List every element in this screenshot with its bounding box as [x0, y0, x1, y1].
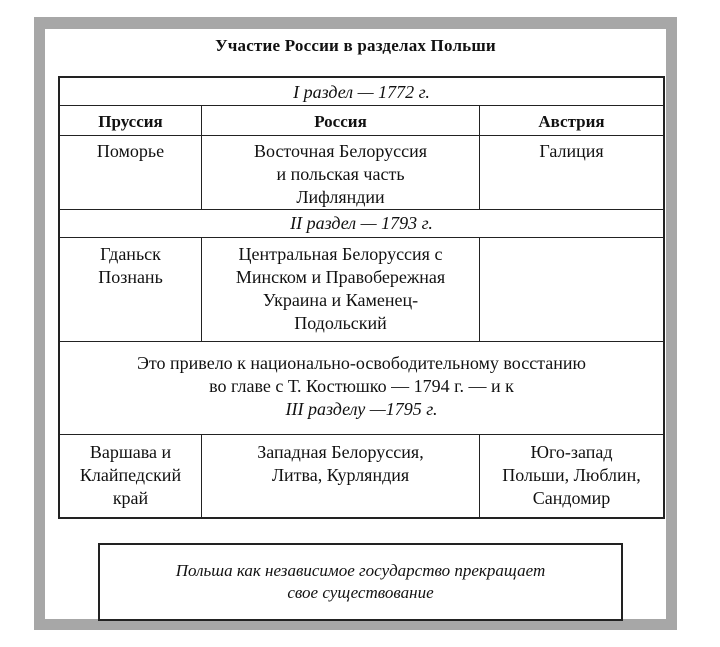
header-prussia: Пруссия [98, 112, 163, 131]
row-divider [60, 237, 663, 238]
column-divider [479, 238, 480, 341]
cell-line: Клайпедский [79, 465, 182, 485]
page-title: Участие России в разделах Польши [215, 36, 496, 55]
row1-russia [202, 140, 479, 209]
row-divider [60, 135, 663, 136]
row2-russia [202, 243, 479, 335]
row1-prussia [60, 140, 201, 163]
cell-line: Восточная Белоруссия [253, 141, 428, 161]
partition-2-label: II раздел — 1793 г. [290, 213, 433, 233]
cell-line: во главе с Т. Костюшко — 1794 г. — и к [209, 376, 514, 396]
row-divider [60, 105, 663, 106]
row3-austria [480, 441, 663, 510]
cell-line: Варшава и [89, 442, 172, 462]
conclusion-line: свое существование [287, 583, 434, 602]
cell-line: Западная Белоруссия, [257, 442, 424, 462]
header-austria: Австрия [538, 112, 605, 131]
cell-line: Сандомир [532, 488, 611, 508]
cell-line: Это привело к национально-освободительному восстанию [137, 353, 586, 373]
cell-line: Минском и Правобережная [235, 267, 446, 287]
conclusion-box [98, 543, 623, 621]
row3-prussia [60, 441, 201, 510]
cell-line: Познань [98, 267, 163, 287]
cell-line: Гданьск [100, 244, 161, 264]
cell-line: Поморье [96, 141, 165, 161]
row-divider [60, 209, 663, 210]
cell-line: Подольский [294, 313, 387, 333]
row1-austria [480, 140, 663, 163]
partition-1-label: I раздел — 1772 г. [293, 82, 430, 102]
cell-line: Лифляндии [296, 187, 385, 207]
uprising-note [60, 352, 663, 421]
cell-line: Центральная Белоруссия с [238, 244, 443, 264]
row-divider [60, 434, 663, 435]
partition-table [58, 76, 665, 519]
cell-line: Литва, Курляндия [271, 465, 410, 485]
row2-prussia [60, 243, 201, 289]
row-divider [60, 341, 663, 342]
header-russia: Россия [314, 112, 367, 131]
cell-line: Галиция [539, 141, 604, 161]
cell-line: Польши, Люблин, [502, 465, 641, 485]
cell-line: край [112, 488, 149, 508]
conclusion-line: Польша как независимое государство прекращает [175, 561, 546, 580]
cell-line: Юго-запад [530, 442, 613, 462]
partition-3-label: III разделу —1795 г. [285, 399, 438, 419]
row3-russia [202, 441, 479, 487]
cell-line: и польская часть [276, 164, 405, 184]
cell-line: Украина и Каменец- [262, 290, 419, 310]
